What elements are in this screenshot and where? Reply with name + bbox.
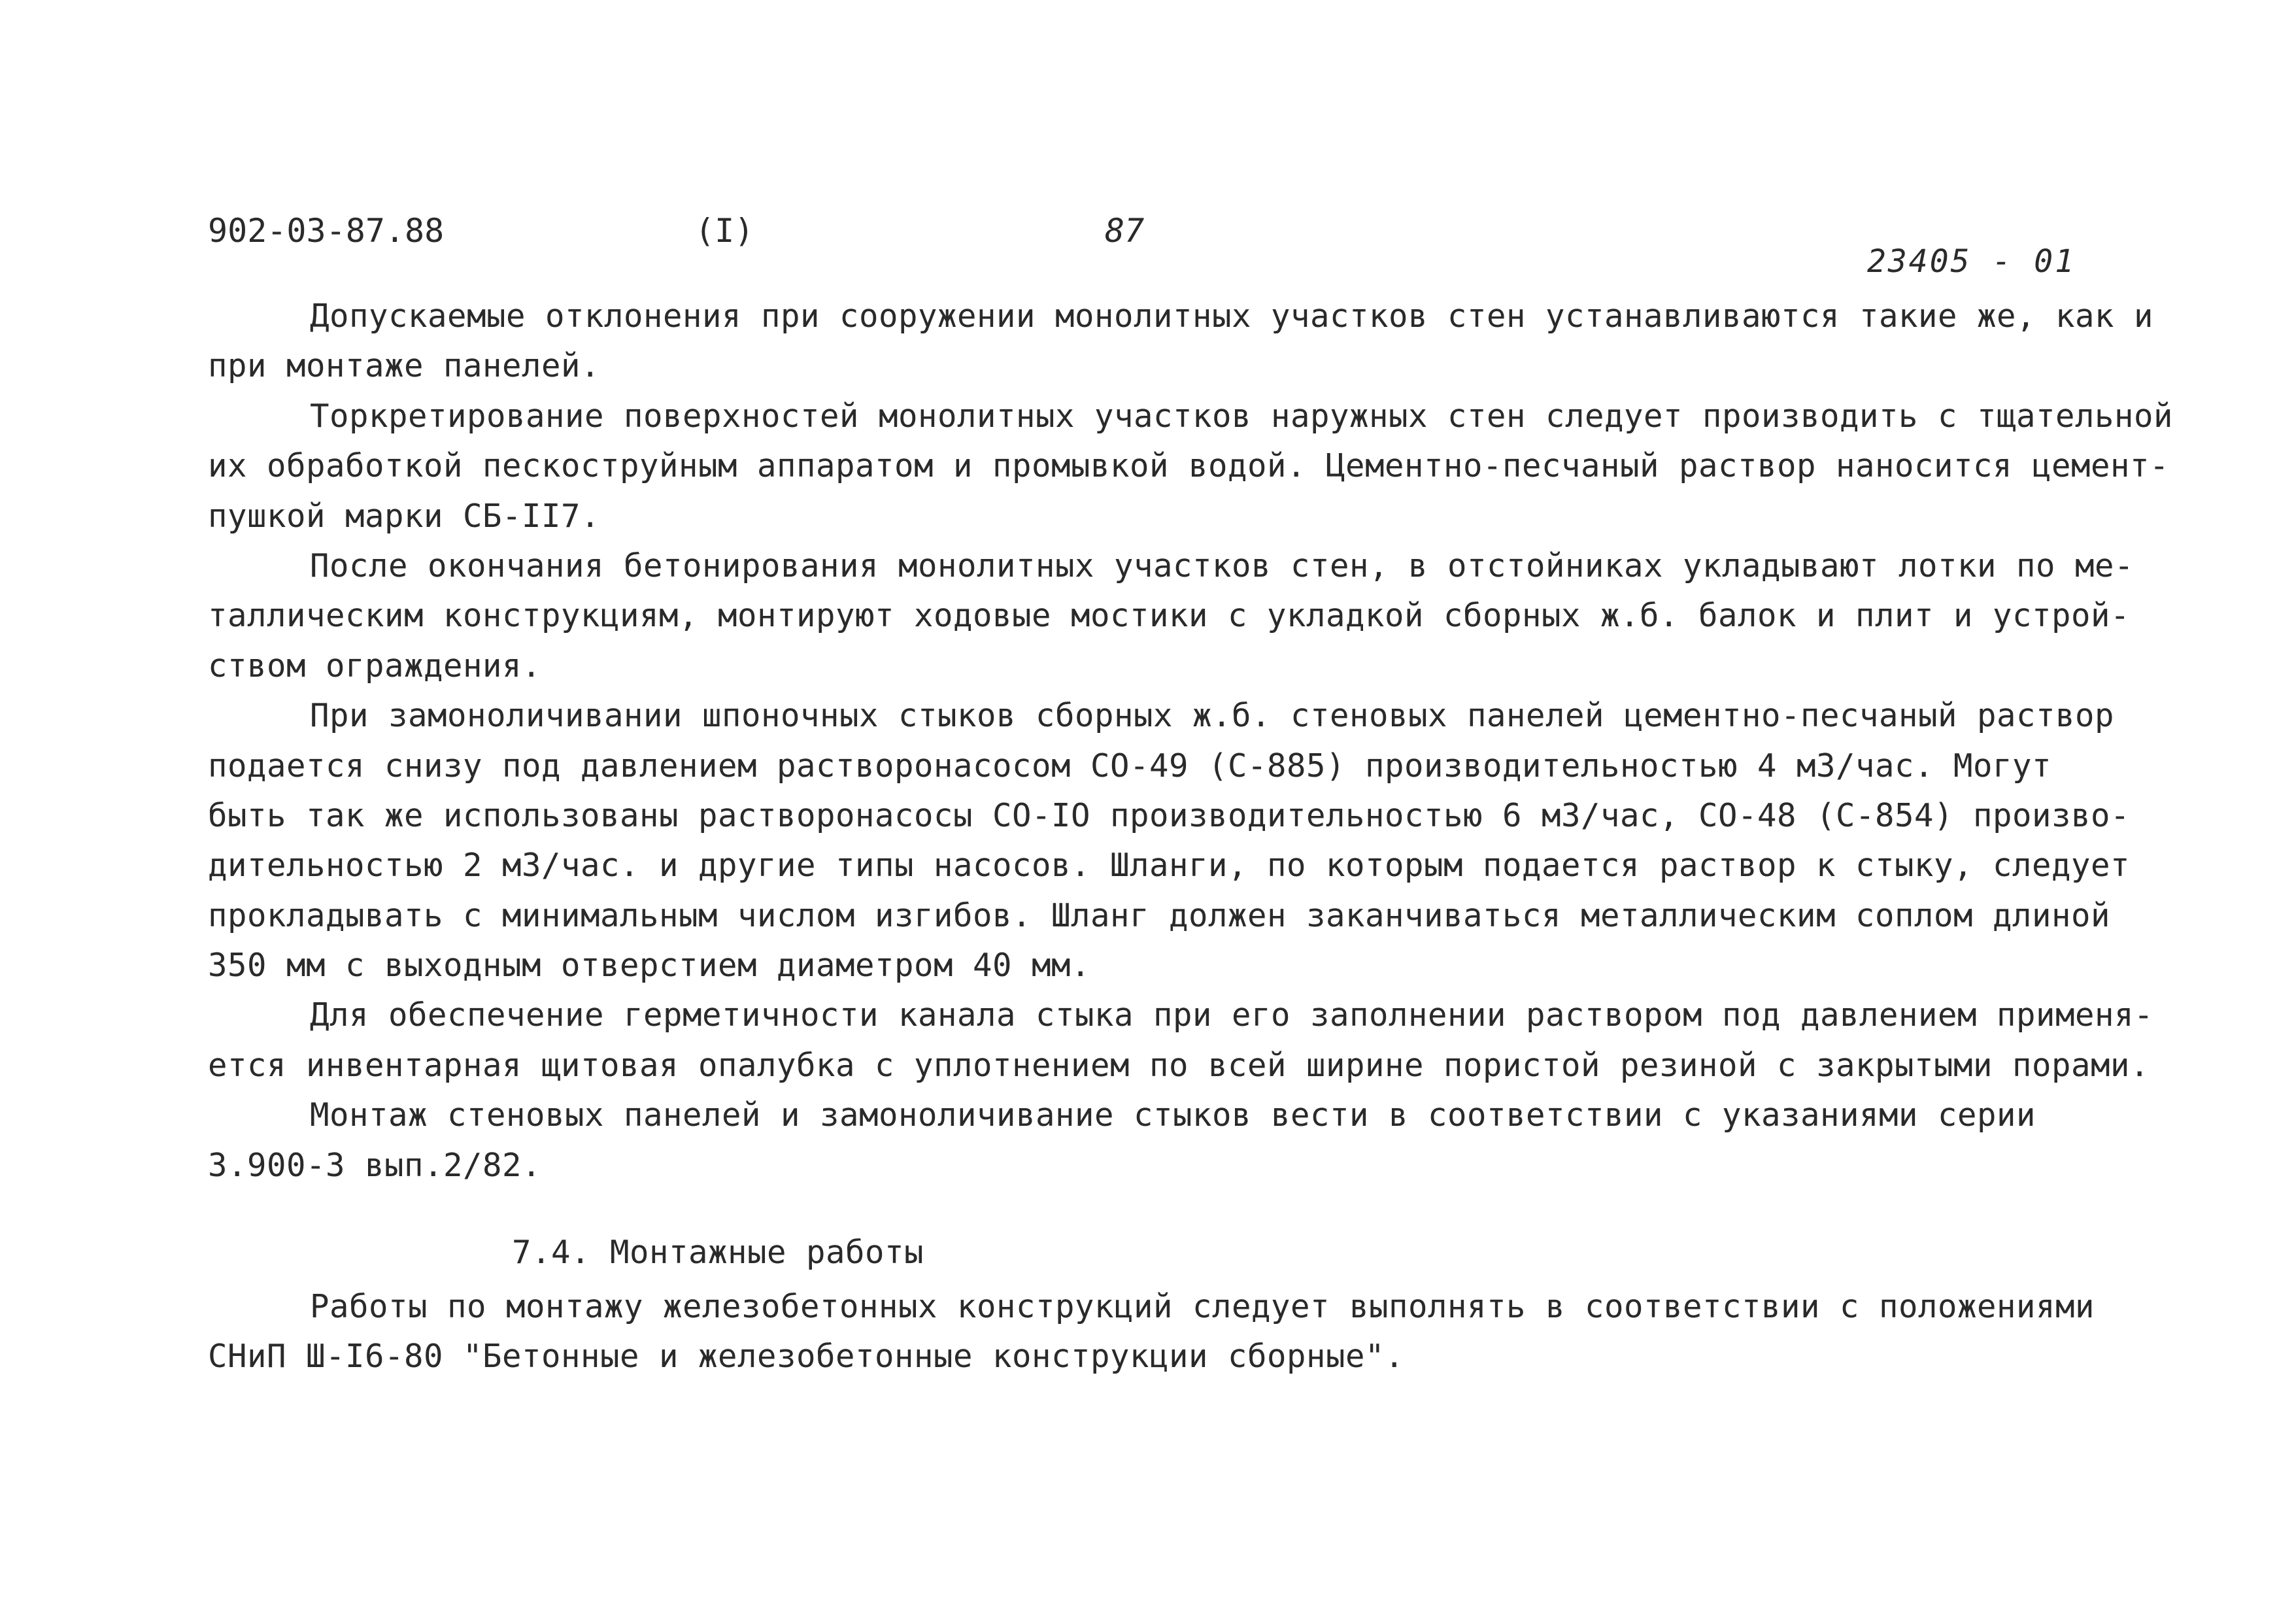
text-line: их обработкой пескоструйным аппаратом и промывкой водой. Цементно-песчаный раствор наносится цемент- <box>208 447 2170 485</box>
text-line: Монтаж стеновых панелей и замоноличивание стыков вести в соответствии с указаниями серии <box>310 1096 2036 1134</box>
document-part: (I) <box>695 212 754 250</box>
text-line: дительностью 2 м3/час. и другие типы насосов. Шланги, по которым подается раствор к стыку, следует <box>208 847 2131 885</box>
section-heading: 7.4. Монтажные работы <box>512 1234 924 1272</box>
text-line: После окончания бетонирования монолитных участков стен, в отстойниках укладывают лотки по ме- <box>310 547 2134 584</box>
paragraph-sealing <box>208 990 2235 1091</box>
text-line: ется инвентарная щитовая опалубка с уплотнением по всей ширине пористой резиной с закрытыми порами. <box>208 1046 2150 1084</box>
text-line: Работы по монтажу железобетонных конструкций следует выполнять в соответствии с положениями <box>310 1288 2095 1326</box>
document-code: 902-03-87.88 <box>208 212 445 250</box>
paragraph-installation-works <box>208 1282 2235 1382</box>
document-body <box>208 292 2235 1382</box>
text-line: Для обеспечение герметичности канала стыка при его заполнении раствором под давлением применя- <box>310 996 2154 1034</box>
registration-number: 23405 - 01 <box>1867 243 2076 280</box>
paragraph-deviations <box>208 292 2235 392</box>
paragraph-after-concreting <box>208 541 2235 691</box>
text-line: подается снизу под давлением растворонасосом СО-49 (С-885) производительностью 4 м3/час. Могут <box>208 747 2052 785</box>
text-line: быть так же использованы растворонасосы СО-IO производительностью 6 м3/час, СО-48 (С-854) произво- <box>208 796 2131 834</box>
paragraph-panel-mounting <box>208 1091 2235 1191</box>
text-line: Допускаемые отклонения при сооружении монолитных участков стен устанавливаются такие же, как и <box>310 297 2154 335</box>
paragraph-gunite <box>208 392 2235 541</box>
text-line: СНиП Ш-I6-80 "Бетонные и железобетонные конструкции сборные". <box>208 1338 1405 1376</box>
text-line: таллическим конструкциям, монтируют ходовые мостики с укладкой сборных ж.б. балок и плит и устрой- <box>208 597 2131 635</box>
text-line: Торкретирование поверхностей монолитных участков наружных стен следует производить с тщательной <box>310 397 2174 435</box>
paragraph-joint-grouting <box>208 691 2235 990</box>
text-line: при монтаже панелей. <box>208 347 601 385</box>
text-line: 3.900-3 вып.2/82. <box>208 1146 542 1184</box>
page-number: 87 <box>1105 212 1145 250</box>
text-line: При замоноличивании шпоночных стыков сборных ж.б. стеновых панелей цементно-песчаный раствор <box>310 697 2115 735</box>
text-line: прокладывать с минимальным числом изгибов. Шланг должен заканчиваться металлическим соплом длиной <box>208 896 2111 934</box>
text-line: пушкой марки СБ-II7. <box>208 497 601 535</box>
text-line: 350 мм с выходным отверстием диаметром 40 мм. <box>208 947 1091 985</box>
text-line: ством ограждения. <box>208 647 542 685</box>
